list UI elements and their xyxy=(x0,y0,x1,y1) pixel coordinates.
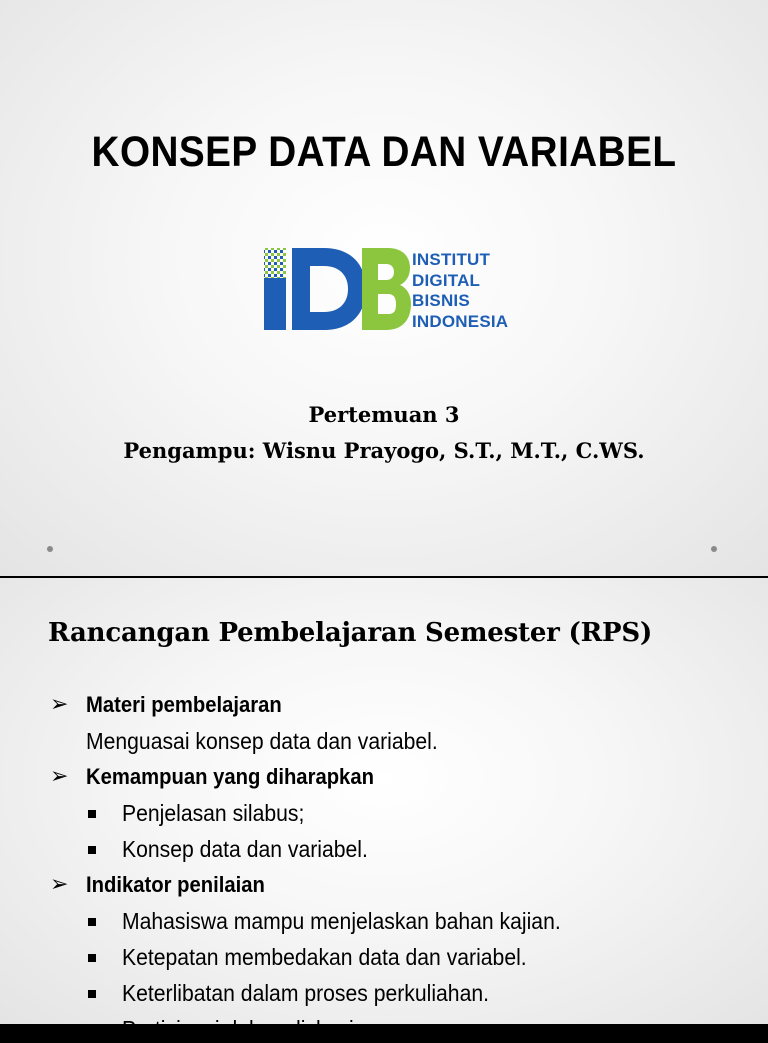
logo-line-1: INSTITUT xyxy=(412,250,491,269)
list-item: Partisipasi dalam diskusi. xyxy=(122,1016,360,1042)
meeting-number: Pertemuan 3 xyxy=(308,402,460,427)
logo-line-2: DIGITAL xyxy=(412,270,481,290)
slide-heading: Rancangan Pembelajaran Semester (RPS) xyxy=(48,618,653,648)
arrow-bullet-icon: ➢ xyxy=(50,763,69,788)
square-bullet-icon xyxy=(88,918,96,926)
list-item: Keterlibatan dalam proses perkuliahan. xyxy=(122,980,489,1006)
square-bullet-icon xyxy=(88,990,96,998)
rps-list xyxy=(0,578,768,1042)
lecturer-name: Pengampu: Wisnu Prayogo, S.T., M.T., C.WS. xyxy=(123,438,645,463)
square-bullet-icon xyxy=(88,954,96,962)
list-heading-item: Indikator penilaian xyxy=(86,872,265,897)
decorative-dot xyxy=(711,546,717,552)
square-bullet-icon xyxy=(88,846,96,854)
list-item: Menguasai konsep data dan variabel. xyxy=(86,728,438,754)
list-item: Penjelasan silabus; xyxy=(122,800,305,826)
list-item: Konsep data dan variabel. xyxy=(122,836,368,862)
square-bullet-icon xyxy=(88,1026,96,1034)
list-item: Mahasiswa mampu menjelaskan bahan kajian. xyxy=(122,908,561,934)
list-heading-item: Kemampuan yang diharapkan xyxy=(86,764,374,789)
arrow-bullet-icon: ➢ xyxy=(50,871,69,896)
logo-line-3: BISNIS xyxy=(412,291,470,310)
list-heading-item: Materi pembelajaran xyxy=(86,692,282,717)
slide-rps xyxy=(0,578,768,1042)
logo-line-4: INDONESIA xyxy=(412,311,509,331)
idb-logo-mark-icon xyxy=(262,244,412,332)
square-bullet-icon xyxy=(88,810,96,818)
idb-logo-wordmark xyxy=(412,250,508,332)
slide-title-text: KONSEP DATA DAN VARIABEL xyxy=(91,128,677,176)
decorative-dot xyxy=(47,546,53,552)
idb-logo xyxy=(262,244,532,334)
arrow-bullet-icon: ➢ xyxy=(50,691,69,716)
list-item: Ketepatan membedakan data dan variabel. xyxy=(122,944,527,970)
